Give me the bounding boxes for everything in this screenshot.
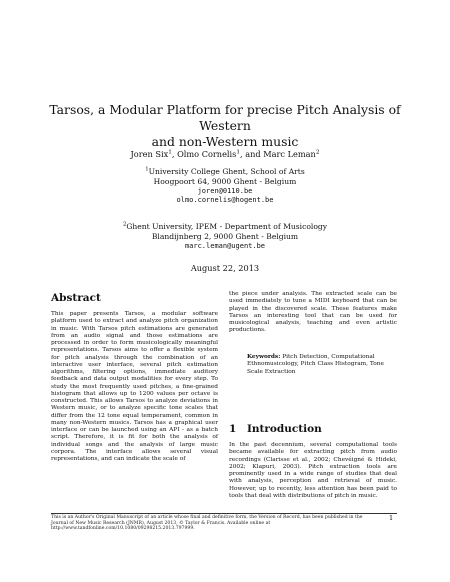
section-number: 1	[229, 423, 237, 435]
author-name: and Marc Leman	[245, 149, 316, 159]
affiliation-2	[40, 222, 410, 251]
author-name: Joren Six	[130, 149, 169, 159]
abstract-continued: the piece under analysis. The extracted scale can be used immediately to tune a MIDI keyboard that can be played in the discovered scale. These features make Tarsos an interesting tool that can be used for musicological analysis, teaching and even artistic productions.	[229, 291, 397, 334]
affiliation-marker: 1	[145, 166, 149, 173]
author-email[interactable]: marc.leman@ugent.be	[184, 241, 266, 250]
author-list: Joren Six$^1$, Olmo Cornelis$^1$, and Marc Leman$^2$	[130, 149, 320, 159]
affiliation-institution: University College Ghent, School of Arts	[148, 167, 305, 176]
keywords-text: Pitch Detection, Computational Ethnomusicology, Pitch Class Histogram, Tone Scale Extraction	[247, 354, 384, 375]
affiliation-address: Blandijnberg 2, 9000 Ghent - Belgium	[151, 231, 299, 241]
title-line-2: and non-Western music	[151, 134, 299, 149]
affiliation-institution: Ghent University, IPEM - Department of Musicology	[126, 222, 328, 231]
author-email[interactable]: joren@0110.be	[197, 186, 253, 195]
section-title: Introduction	[247, 423, 322, 435]
author-affiliation-marker: 1	[236, 149, 241, 156]
publication-date: August 22, 2013	[190, 263, 260, 273]
page-number: 1	[389, 514, 394, 522]
abstract-body: This paper presents Tarsos, a modular software platform used to extract and analyze pitch organization in music. With Tarsos pitch estimations are generated from an audio signal and those estimations are processed in order to form musicologically meaningful representations. Tarsos aims to offer a flexible system for pitch analysis through the combination of an interactive user interface, several pitch estimation algorithms, filtering options, immediate auditory feedback and data output modalities for every step. To study the most frequently used pitches, a fine-grained histogram that allows up to 1200 values per octave is constructed. This allows Tarsos to analyze deviations in Western music, or to analyze specific tone scales that differ from the 12 tone equal temperament, common in many non-Western musics. Tarsos has a graphical user interface or can be launched using an API - as a batch script. Therefore, it is fit for both the analysis of individual songs and the analysis of large music corpora. The interface allows several visual representations, and can indicate the scale of	[51, 311, 218, 462]
affiliation-marker: 2	[122, 221, 127, 228]
abstract-heading: Abstract	[51, 292, 101, 304]
title-line-1: Tarsos, a Modular Platform for precise Pitch Analysis of Western	[49, 102, 401, 133]
author-name: Olmo Cornelis	[177, 149, 237, 159]
author-affiliation-marker: 2	[315, 149, 320, 156]
keywords-label: Keywords:	[247, 354, 281, 360]
section-heading	[229, 423, 322, 435]
introduction-body: In the past decennium, several computational tools became available for extracting pitch from audio recordings (Clarisse et al., 2002; Chevéigné & Hideki, 2002; Klapuri, 2003). Pitch extraction tools are prominently used in a wide range of studies that deal with analysis, perception and retrieval of music. However, up to recently, less attention has been paid to tools that deal with distributions of pitch in music.	[229, 442, 397, 499]
author-email[interactable]: olmo.cornelis@hogent.be	[176, 196, 274, 205]
affiliation-1	[40, 167, 410, 206]
footnote-rule	[51, 513, 397, 514]
footnote: This is an Author's Original Manuscript of an article whose final and definitive form, the Version of Record, has been published in the Journal of New Music Research (JNMR), August 2013, © Taylor & Francis. Available online at http://www.tandfonline.com/10.1080/09298215.2013.797999.	[51, 515, 363, 532]
keywords	[247, 354, 397, 376]
affiliation-address: Hoogpoort 64, 9000 Ghent - Belgium	[153, 176, 297, 186]
paper-title	[40, 102, 410, 150]
author-affiliation-marker: 1	[168, 149, 172, 156]
